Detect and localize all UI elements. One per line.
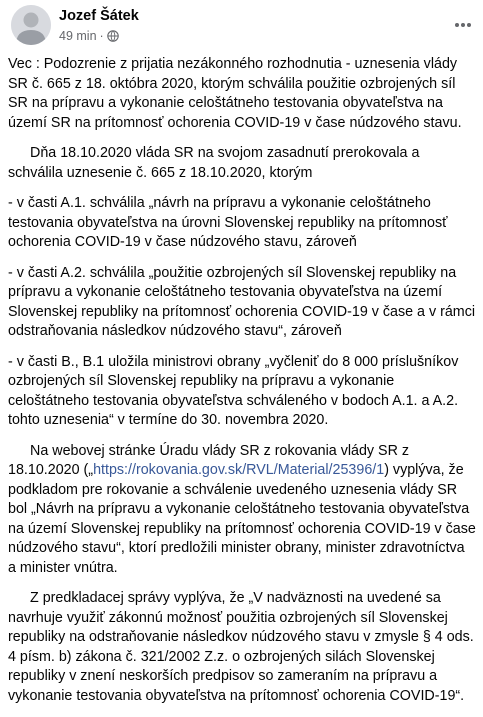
post-paragraph: - v časti A.1. schválila „návrh na prípravu a vykonanie celoštátneho testovania obyvateľstva na úrovni Slovenskej republiky na prítomnosť ochorenia COVID-19 v čase núdzového stavu, zároveň [8,195,448,250]
post-paragraph-with-link [8,442,476,579]
paragraph-text: ) vyplýva, že podkladom pre rokovanie a schválenie uvedeného uznesenia vlády SR bol „Návrh na prípravu a vykonanie celoštátneho testovania obyvateľstva na území Slovenskej republiky na prítomnosť ochorenia COVID-19 v čase núdzového stavu“, ktorí predložili minister obrany, minister zdravotníctva a minister vnútra. [8,462,476,576]
post-body [8,55,476,717]
post-time[interactable]: 49 min [59,29,97,43]
globe-icon [107,30,119,42]
author-name[interactable]: Jozef Šátek [59,8,139,24]
post-paragraph: Dňa 18.10.2020 vláda SR na svojom zasadnutí prerokovala a schválila uznesenie č. 665 z 18.10.2020, ktorým [8,145,420,181]
external-link[interactable]: https://rokovania.gov.sk/RVL/Material/25396/1 [93,462,385,478]
meta-separator: · [99,29,104,43]
avatar[interactable] [11,5,51,45]
more-options-icon[interactable] [449,11,477,39]
post-header [11,5,481,45]
post-paragraph: - v časti B., B.1 uložila ministrovi obrany „vyčleniť do 8 000 príslušníkov ozbrojených síl Slovenskej republiky na prípravu a vykonanie celoštátneho testovania obyvateľstva schváleného v bodoch A.1. a A.2. tohto uznesenia“ v termíne do 30. novembra 2020. [8,353,459,428]
post-paragraph: Vec : Podozrenie z prijatia nezákonného rozhodnutia - uznesenia vlády SR č. 665 z 18. októbra 2020, ktorým schválila použitie ozbrojených síl SR na prípravu a vykonanie celoštátneho testovania obyvateľstva na území SR na prítomnosť ochorenia COVID-19 v čase núdzového stavu. [8,56,462,131]
post-meta [59,29,119,43]
post-paragraph: - v časti A.2. schválila „použitie ozbrojených síl Slovenskej republiky na prípravu a vykonanie celoštátneho testovania obyvateľstva na území Slovenskej republiky na prítomnosť ochorenia COVID-19 v čase a v rámci odstraňovania následkov núdzového stavu“, zároveň [8,264,476,339]
avatar-image [11,5,51,45]
paragraph-text: Na webovej stránke Úradu vlády SR z rokovania vlády SR z 18.10.2020 („ [8,442,410,478]
post-paragraph: Z predkladacej správy vyplýva, že „V nadväznosti na uvedené sa navrhuje využiť zákonnú možnosť použitia ozbrojených síl Slovenskej republiky na odstraňovanie následkov núdzového stavu v zmysle § 4 ods. 4 písm. b) zákona č. 321/2002 Z.z. o ozbrojených silách Slovenskej republiky v znení neskorších predpisov so zameraním na prípravu a vykonanie testovania obyvateľstva na prítomnosť ochorenia COVID-19“. [8,590,474,704]
